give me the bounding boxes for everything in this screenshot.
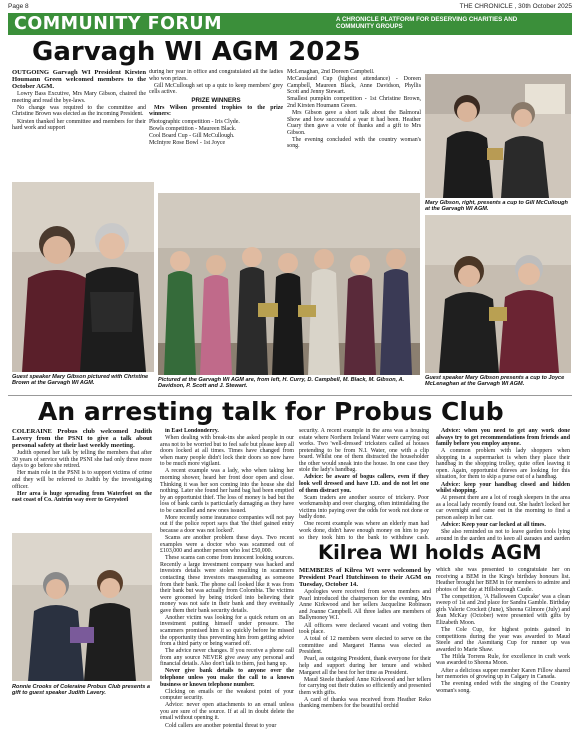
paragraph: Clicking on emails or the weakest point of your computer security. (160, 688, 294, 702)
garvagh-col-3 (287, 69, 421, 179)
paragraph: security. A recent example in the area was a housing estate where Northern Ireland Water were carrying out works. Two 'well-dressed' tricksters called at houses pretending to be from N.I. Water, one with a clip board. Whilst one of them distracted the householder the other would sneak into the house. In one case they stole the lady's handbag. (299, 428, 429, 474)
paragraph: MEMBERS of Kilrea WI were welcomed by President Pearl Hutchinson to their AGM on Tuesday, October 14. (299, 567, 431, 589)
probus-col-4 (436, 428, 570, 540)
paragraph: No change was required to the committee and Christine Brown was elected as the incoming President. (12, 104, 146, 118)
probus-col-1 (12, 428, 152, 530)
paragraph: Maud Steele thanked Anne Kirkwood and her tellers for carrying out their duties so efficiently and presented them with gifts. (299, 676, 431, 696)
paragraph: When dealing with break-ins she asked people in our area not to be worried but to feel safe but please keep all doors locked at all times. Times have changed from when many people didn't lock their doors so now have to be much more vigilant. (160, 435, 294, 468)
paragraph: Photographic competition - Iris Clyde. (149, 118, 240, 125)
paragraph: A card of thanks was received from Heather Reko thanking members for the beautiful orchid (299, 696, 431, 710)
page-folio (8, 3, 572, 13)
paragraph: These scams can come from innocent looking sources. Recently a large investment company was hacked and investors details were stolen resulting in scammers contacting these investors masquerading as someone from their bank. The phone call looked like it was from their bank but was actually from Colombia. The victims were groomed by being tricked into believing their money was not safe in their bank and they eventually gave them their bank security details. (160, 555, 294, 614)
paragraph: Another victim was looking for a quick return on an investment putting himself under pressure. The scammers promised him it so quickly before he missed the opportunity thus preventing him from getting advice from a third party or being warned off. (160, 614, 294, 648)
photo-probus-crooks-lavery (12, 533, 152, 681)
section-banner (8, 13, 572, 35)
kilrea-col-1 (299, 567, 431, 733)
paragraph: Mrs Wilson presented trophies to the prize winners: (149, 104, 283, 118)
garvagh-col-2 (149, 69, 283, 179)
paragraph: The competition, 'A Halloween Cupcake' was a clean sweep of 1st and 2nd place for Sandra Gamble. Birthday girls Valerie Crockett (June), Sheena Gilmore (July) and Jean McKay (October) were presented with gifts by Elizabeth Moon. (436, 593, 570, 626)
paragraph: PRIZE WINNERS (191, 96, 241, 104)
paragraph: OUTGOING Garvagh WI President Kirsten Houmann Green welcomed members to the October AGM. (12, 69, 146, 91)
paragraph: Scam traders are another source of trickery. Poor workmanship and over charging, often intimidating the victims into paying over the odds for work not done or badly done. (299, 494, 429, 521)
paragraph: All officers were declared vacant and voting then took place. (299, 622, 431, 636)
paragraph: Advice: keep your handbag closed and hidden whilst shopping. (436, 481, 570, 495)
paragraph: The advice never changes. If you receive a phone call from any source NEVER give away any personal and financial details. Also don't talk to them, just hang up. (160, 648, 294, 668)
paragraph: McCausland Cup (highest attendance) - Doreen Campbell, Maureen Black, Anne Davidson, Phyllis Scott and Jenny Stewart. (287, 76, 421, 96)
paragraph: Advice: when you need to get any work done always try to get recommendations from friends and family before you employ anyone. (436, 428, 570, 448)
paragraph: COLERAINE Probus club welcomed Judith Lavery from the PSNI to give a talk about personal safety at their last weekly meeting. (12, 428, 152, 450)
caption-probus: Ronnie Crooks of Coleraine Probus Club presents a gift to guest speaker Judith Lavery. (12, 684, 151, 697)
paragraph: Advice: never open attachments to an email unless you are sure of the source. If at all in doubt delete the email without opening it. (160, 702, 294, 722)
paragraph: A common problem with lady shoppers when shopping in a supermarket is when they place their handbag in the shopping trolley, quite often leaving it open. Again, opportunist thieves are looking for this situation, for them to skip a purse out of a handbag. (436, 448, 570, 481)
probus-headline: An arresting talk for Probus Club (38, 397, 504, 426)
paragraph: The evening ended with the singing of the Country woman's song. (436, 681, 570, 694)
paragraph: Cold callers are another potential threat to your (165, 722, 277, 729)
paragraph: Gill McCullough set up a quiz to keep members' grey cells active. (149, 82, 283, 96)
section-title: COMMUNITY FORUM (14, 14, 223, 34)
paragraph: which she was presented to congratulate her on receiving a BEM in the King's birthday honours list. Heather brought her BEM in for members to admire and photos of her day at Hillsborough Castle. (436, 567, 570, 593)
paragraph: Scams are another problem these days. Two recent examples were a doctor who was scammed out of £103,000 and another person who lost £50,000. (160, 535, 294, 555)
probus-col-2 (160, 428, 294, 730)
photo-gibson-mccullough (425, 74, 571, 198)
garvagh-col-1 (12, 69, 146, 179)
paragraph: Never give bank details to anyone over the telephone unless you make the call to a known business or known telephone number. (160, 668, 294, 688)
paragraph: in East Londonderry. (165, 428, 219, 434)
paragraph: Kirsten thanked her committee and members for their hard work and support (12, 118, 146, 132)
photo-gibson-brown (12, 182, 154, 372)
paragraph: More recently some insurance companies will not pay out if the police report says that 'the thief gained entry because a door was not locked'. (160, 514, 294, 534)
garvagh-headline: Garvagh WI AGM 2025 (32, 37, 361, 67)
paragraph: She also reminded us not to leave garden tools lying around in the garden and to keep all garages and garden (436, 529, 570, 540)
paragraph: Judith opened her talk by telling the members that after 30 years of service with the PSNI she had only three more days to go before she retired. (12, 450, 152, 470)
section-tagline: A CHRONICLE PLATFORM FOR DESERVING CHARITIES AND COMMUNITY GROUPS (336, 16, 518, 31)
probus-col-3 (299, 428, 429, 540)
paragraph: Apologies were received from seven members and Pearl introduced the chairperson for the evening, Mrs Anne Kirkwood and her sellers Jacqueline Robinson and Joanne Campbell. All three ladies are members of Ballymoney W.I. (299, 589, 431, 622)
photo-gibson-mclenaghan (425, 215, 571, 373)
paragraph: Mrs Gibson gave a short talk about the Balmoral Show and how successful a year it had been. Heather Cuary then gave a vote of thanks and a gift to Mrs Gibson. (287, 110, 421, 136)
kilrea-headline: Kilrea WI holds AGM (318, 541, 542, 564)
paragraph: Advice: Keep your car locked at all times. (441, 522, 546, 529)
section-divider (8, 395, 572, 396)
page-number: Page 8 (8, 3, 29, 10)
photo-garvagh-group (158, 193, 420, 375)
caption-gibson-mccullough: Mary Gibson, right, presents a cup to Gill McCullough at the Garvagh WI AGM. (425, 200, 568, 213)
caption-gibson-mclenaghan: Guest speaker Mary Gibson presents a cup to Joyce McLenaghan at the Garvagh WI AGM. (425, 375, 565, 388)
paragraph: McIntyre Rose Bowl - 1st Joyce (149, 140, 226, 147)
paragraph: The Hilda Torrens Rule, for excellence in craft work was awarded to Sheena Moon. (436, 653, 570, 667)
paragraph: The evening concluded with the country woman's song. (287, 136, 421, 150)
paragraph: during her year in office and congratulated all the ladies who won prizes. (149, 69, 283, 82)
paragraph: Lowry Bass Excutive, Mrs Mary Gibson, chaired the meeting and read the bye-laws. (12, 91, 146, 104)
paragraph: Advice: be aware of bogus callers, even if they look well dressed and have I.D. and do not let one of them distract you. (299, 474, 429, 494)
paragraph: A total of 12 members were elected to serve on the committee and Margaret Hanna was elected as President. (299, 636, 431, 656)
paragraph: McLenaghan, 2nd Doreen Campbell. (287, 69, 375, 75)
paragraph: At present there are a lot of rough sleepers in the area as a local lady recently found out. She hadn't locked her car overnight and came out in the morning to find a person asleep in her car. (436, 495, 570, 521)
paragraph: Bowls competition - Maureen Black. (149, 125, 237, 132)
caption-gibson-brown: Guest speaker Mary Gibson pictured with Christine Brown at the Garvagh WI AGM. (12, 374, 149, 387)
paragraph: Her area is huge spreading from Waterfoot on the east coast of Co. Antrim way over to Greysteel (12, 490, 152, 504)
paragraph: One recent example was where an elderly man had work done, didn't have enough money on him to pay so they took him to the bank to withdraw cash. (299, 521, 429, 540)
caption-garvagh-group: Pictured at the Garvagh WI AGM are, from left, H. Curry, D. Campbell, M. Black, M. Gibson, A. Davidson, P. Scott and J. Stewart. (158, 377, 405, 390)
paper-date: THE CHRONICLE , 30th October 2025 (459, 3, 572, 10)
paragraph: Cool Board Cup - Gill McCullough. (149, 132, 235, 139)
paragraph: After a delicious supper member Karen Fillow shared her memories of growing up in Calgary in Canada. (436, 667, 570, 681)
paragraph: The Cole Cup, for highest points gained in competitions during the year was awarded to Maud Steele and the Assmitang Cup for runner up was awarded to Marie Shaw. (436, 627, 570, 653)
paragraph: A recent example was a lady, who when taking her morning shower, heard her front door open and close. Thinking it was her son coming into the house she did nothing. Later she found her hand bag had been emptied by an opportunist thief. The loss of money is bad but the loss of bank cards is particularly damaging as they have to be cancelled and new ones issued. (160, 468, 294, 514)
paragraph: Pearl, as outgoing President, thank everyone for their help and support during her tenure and wished Margaret all the best for her time as President. (299, 656, 431, 676)
kilrea-col-2 (436, 567, 570, 733)
paragraph: Smallest pumpkin competition - 1st Christine Brown, 2nd Kirsten Houmann Green. (287, 96, 421, 109)
paragraph: Her main role in the PSNI is to support victims of crime and they will be referred to Judith by the investigating officer. (12, 470, 152, 490)
